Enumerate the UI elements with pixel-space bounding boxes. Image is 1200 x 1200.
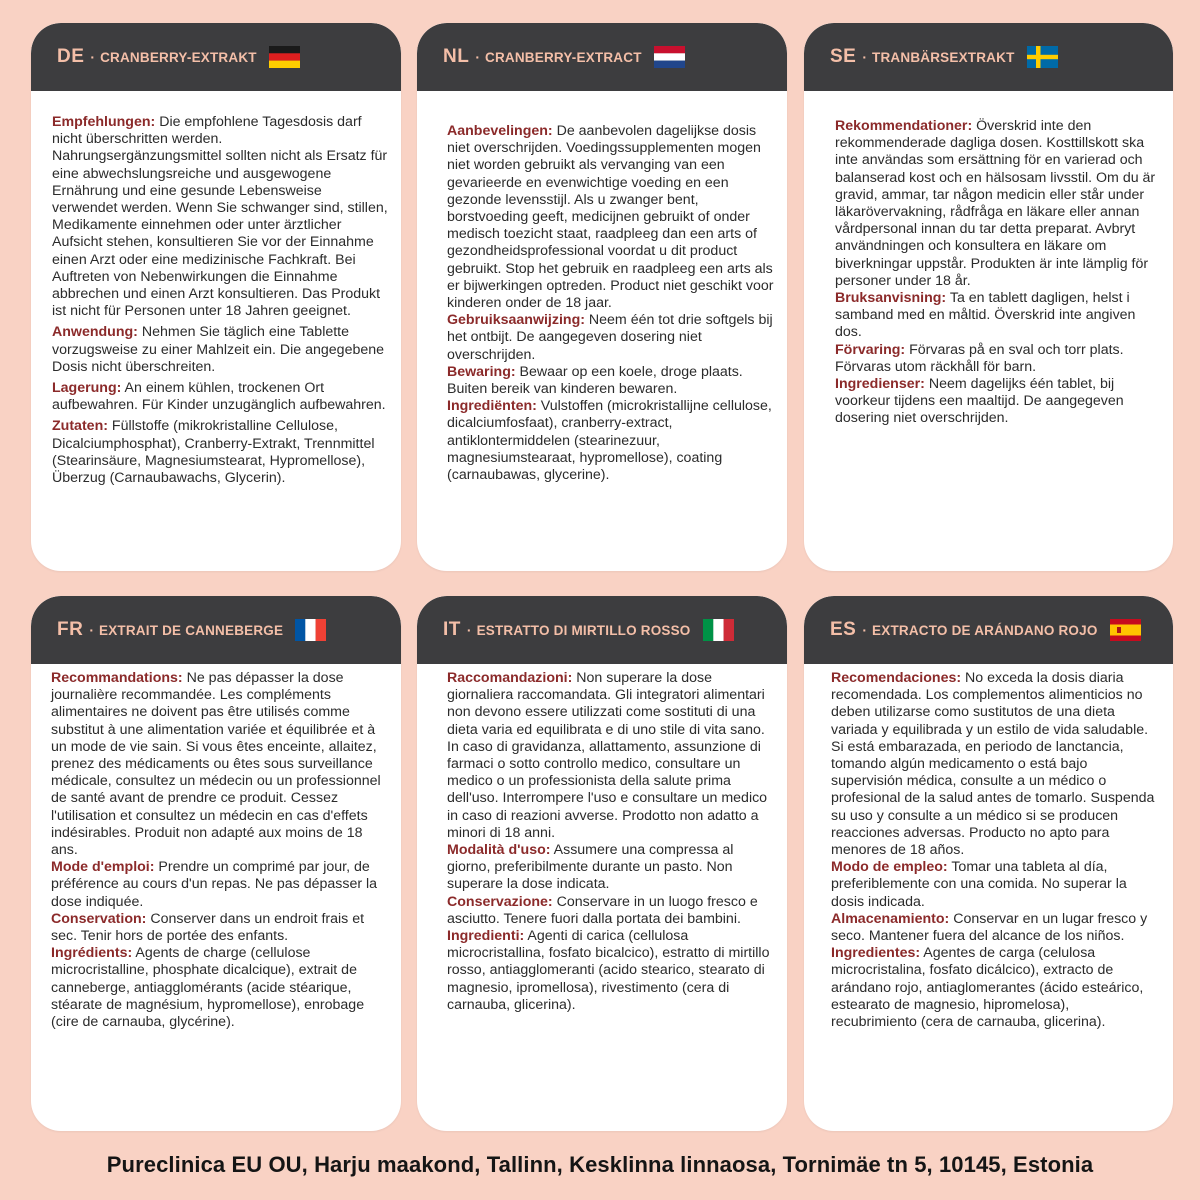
recommendations-section: Recommandations: Ne pas dépasser la dose journalière recommandée. Les compléments alimentaires ne doivent pas être utilisés comme substitut à une alimentation variée et équilibrée et à un mode de vie sain. Si vous êtes enceinte, allaitez, prenez des médicaments ou êtes sous surveillance médicale, consultez un médecin ou un professionnel de santé avant de prendre ce produit. Cessez l'utilisation et consultez un médecin en cas d'effets indésirables. Produit non adapté aux moins de 18 ans.	[51, 670, 381, 859]
card-es	[804, 596, 1173, 1131]
sweden-flag-icon	[1027, 46, 1058, 68]
product-title: CRANBERRY-EXTRAKT	[100, 49, 257, 65]
card-header: NL · CRANBERRY-EXTRACT	[417, 23, 787, 91]
usage-section: Mode d'emploi: Prendre un comprimé par jour, de préférence au cours d'un repas. Ne pas dépasser la dose indiquée.	[51, 859, 378, 910]
card-body	[804, 664, 1173, 1031]
card-se	[804, 23, 1173, 571]
product-title: TRANBÄRSEXTRAKT	[872, 49, 1015, 65]
language-code: DE	[57, 46, 85, 67]
card-it	[417, 596, 787, 1131]
storage-section: Conservazione: Conservare in un luogo fresco e asciutto. Tenere fuori dalla portata dei bambini.	[447, 893, 758, 927]
recommendations-section: Raccomandazioni: Non superare la dose giornaliera raccomandata. Gli integratori alimentari non devono essere utilizzati come sostituti di una dieta varia ed equilibrata e di uno stile di vita sano. In caso di gravidanza, allattamento, assunzione di farmaci o sotto controllo medico, consultare un medico o un professionista della salute prima dell'uso. Interrompere l'uso e consultare un medico in caso di reazioni avverse. Prodotto non adatto a minori di 18 anni.	[447, 670, 768, 841]
company-address: Pureclinica EU OU, Harju maakond, Tallinn, Kesklinna linnaosa, Tornimäe tn 5, 10145, Estonia	[106, 1152, 1094, 1177]
card-header: IT · ESTRATTO DI MIRTILLO ROSSO	[417, 596, 787, 664]
recommendations-section: Recomendaciones: No exceda la dosis diaria recomendada. Los complementos alimenticios no deben utilizarse como sustitutos de una dieta variada y equilibrada y un estilo de vida saludable. Si está embarazada, en periodo de lanctancia, tomando algún medicamento o está bajo supervisión médica, consulte a un médico o profesional de la salud antes de tomarlo. Suspenda su uso y consulte a un médico si se producen reacciones adversas. Producto no apto para menores de 18 años.	[831, 670, 1155, 859]
product-title: EXTRACTO DE ARÁNDANO ROJO	[872, 622, 1098, 638]
language-code: FR	[57, 619, 84, 640]
card-fr	[31, 596, 401, 1131]
language-code: SE	[830, 46, 857, 67]
ingredients-section: Zutaten: Füllstoffe (mikrokristalline Cellulose, Dicalciumphosphat), Cranberry-Extrakt, Trennmittel (Stearinsäure, Magnesiumstearat, Hypromellose), Überzug (Carnaubawachs, Glycerin).	[52, 418, 375, 487]
storage-section: Lagerung: An einem kühlen, trockenen Ort aufbewahren. Für Kinder unzugänglich aufbewahren.	[52, 380, 386, 414]
card-de	[31, 23, 401, 571]
storage-section: Almacenamiento: Conservar en un lugar fresco y seco. Mantener fuera del alcance de los niños.	[831, 910, 1148, 945]
italy-flag-icon	[703, 619, 734, 641]
card-body	[31, 664, 401, 1031]
card-body	[417, 91, 787, 484]
product-title: ESTRATTO DI MIRTILLO ROSSO	[476, 622, 691, 638]
usage-section: Modalità d'uso: Assumere una compressa al giorno, preferibilmente durante un pasto. Non superare la dose indicata.	[447, 842, 734, 893]
language-code: IT	[443, 619, 461, 640]
card-body	[417, 664, 787, 1014]
usage-section: Modo de empleo: Tomar una tableta al día, preferiblemente con una comida. No superar la dosis indicada.	[831, 859, 1127, 910]
product-title: CRANBERRY-EXTRACT	[485, 49, 642, 65]
usage-section: Anwendung: Nehmen Sie täglich eine Tablette vorzugsweise zu einer Mahlzeit ein. Die angegebene Dosis nicht überschreiten.	[52, 324, 385, 375]
ingredients-section: Ingredienser: Neem dagelijks één tablet, bij voorkeur tijdens een maaltijd. De aangegeven dosering niet overschrijden.	[835, 376, 1124, 427]
recommendations-section: Aanbevelingen: De aanbevolen dagelijkse dosis niet overschrijden. Voedingssupplementen mogen niet worden gebruikt als vervanging van een gevarieerde en evenwichtige voeding en een gezonde levensstijl. Als u zwanger bent, borstvoeding geeft, medicijnen gebruikt of onder medisch toezicht staat, raadpleeg dan een arts of gezondheidsprofessional voordat u dit product gebruikt. Stop het gebruik en raadpleeg een arts als er bijwerkingen optreden. Product niet geschikt voor kinderen onder de 18 jaar.	[447, 123, 774, 312]
card-body	[31, 91, 401, 487]
germany-flag-icon	[269, 46, 300, 68]
language-code: NL	[443, 46, 470, 67]
netherlands-flag-icon	[654, 46, 685, 68]
card-header: FR · EXTRAIT DE CANNEBERGE	[31, 596, 401, 664]
usage-section: Bruksanvisning: Ta en tablett dagligen, helst i samband med en måltid. Överskrid inte angiven dos.	[835, 290, 1136, 341]
card-nl	[417, 23, 787, 571]
recommendations-section: Empfehlungen: Die empfohlene Tagesdosis darf nicht überschritten werden. Nahrungsergänzungsmittel sollten nicht als Ersatz für eine abwechslungsreiche und ausgewogene Ernährung und eine gesunde Lebensweise verwendet werden. Wenn Sie schwanger sind, stillen, Medikamente einnehmen oder unter ärztlicher Aufsicht stehen, konsultieren Sie vor der Einnahme einen Arzt oder eine medizinische Fachkraft. Bei Auftreten von Nebenwirkungen die Einnahme abbrechen und einen Arzt konsultieren. Das Produkt ist nicht für Personen unter 18 Jahren geeignet.	[52, 114, 388, 320]
product-title: EXTRAIT DE CANNEBERGE	[99, 622, 284, 638]
storage-section: Bewaring: Bewaar op een koele, droge plaats. Buiten bereik van kinderen bewaren.	[447, 363, 743, 398]
recommendations-section: Rekommendationer: Överskrid inte den rekommenderade dagliga dosen. Kosttillskott ska inte användas som ersättning för en varierad och balanserad kost och en hälsosam livsstil. Om du är gravid, ammar, tar någon medicin eller står under läkarövervakning, rådfråga en läkare eller annan vårdpersonal innan du tar detta preparat. Avbryt användningen och konsultera en läkare om biverkningar uppstår. Produkten är inte lämplig för personer under 18 år.	[835, 118, 1156, 289]
ingredients-section: Ingrediënten: Vulstoffen (microkristallijne cellulose, dicalciumfosfaat), cranberry-extract, antiklontermiddelen (stearinezuur, magnesiumstearaat, hypromellose), coating (carnaubawas, glycerine).	[447, 398, 772, 484]
usage-section: Gebruiksaanwijzing: Neem één tot drie softgels bij het ontbijt. De aangegeven dosering niet overschrijden.	[447, 312, 773, 363]
card-header: DE · CRANBERRY-EXTRAKT	[31, 23, 401, 91]
card-header: SE · TRANBÄRSEXTRAKT	[804, 23, 1173, 91]
ingredients-section: Ingredientes: Agentes de carga (celulosa microcristalina, fosfato dicálcico), extracto de arándano rojo, antiaglomerantes (ácido esteárico, estearato de magnesio, hipromelosa), recubrimiento (cera de carnauba, glicerina).	[831, 945, 1144, 1031]
language-code: ES	[830, 619, 857, 640]
spain-flag-icon	[1110, 619, 1141, 641]
card-body	[804, 91, 1173, 428]
ingredients-section: Ingrédients: Agents de charge (cellulose microcristalline, phosphate dicalcique), extrait de canneberge, antiagglomérants (acide stéarique, stéarate de magnésium, hypromellose), enrobage (cire de carnauba, glycérine).	[51, 945, 365, 1031]
card-header: ES · EXTRACTO DE ARÁNDANO ROJO	[804, 596, 1173, 664]
storage-section: Förvaring: Förvaras på en sval och torr plats. Förvaras utom räckhåll för barn.	[835, 341, 1124, 375]
storage-section: Conservation: Conserver dans un endroit frais et sec. Tenir hors de portée des enfants.	[51, 910, 365, 945]
ingredients-section: Ingredienti: Agenti di carica (cellulosa microcristallina, fosfato bicalcico), estratto di mirtillo rosso, antiagglomeranti (acido stearico, stearato di magnesio, ipromellosa), rivestimento (cera di carnauba, glicerina).	[447, 928, 770, 1013]
france-flag-icon	[295, 619, 326, 641]
